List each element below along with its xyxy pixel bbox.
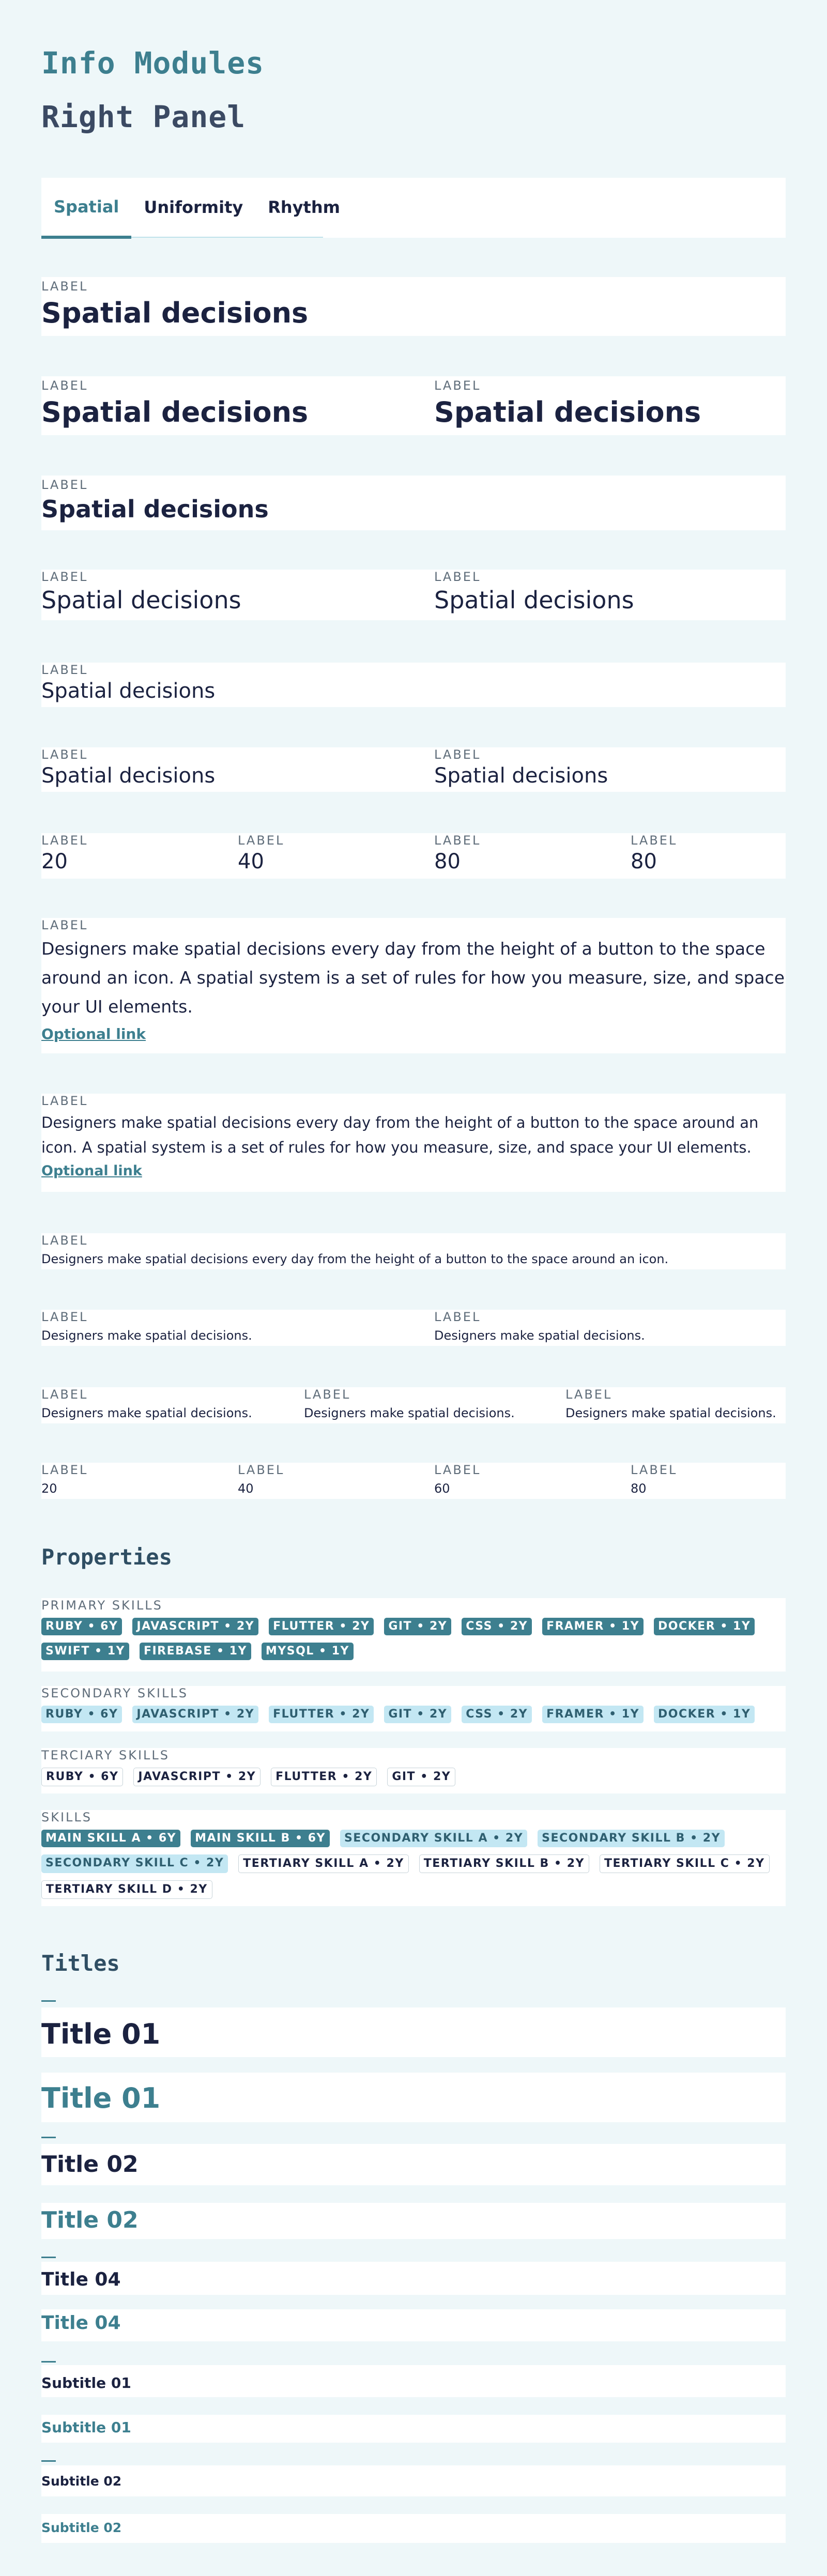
module-label: LABEL	[434, 378, 481, 393]
info-module-sentence-3col	[41, 1387, 786, 1423]
title-04-accent: Title 04	[41, 2312, 121, 2334]
module-label: LABEL	[41, 570, 88, 584]
skill-chip: CSS • 2Y	[462, 1618, 532, 1635]
title-01-accent-module	[41, 2073, 786, 2122]
skill-chip: TERTIARY SKILL D • 2Y	[41, 1880, 212, 1899]
module-paragraph: Designers make spatial decisions every day from the height of a button to the space around an icon. A spatial system is a set of rules for how you measure, size, and space your UI elements.	[41, 939, 785, 1017]
skill-chip: GIT • 2Y	[384, 1706, 451, 1723]
tab-bar	[41, 178, 786, 238]
skill-chip: TERTIARY SKILL B • 2Y	[419, 1854, 589, 1873]
module-label: LABEL	[41, 1310, 88, 1324]
skill-chip: JAVASCRIPT • 2Y	[133, 1768, 261, 1786]
tab-uniformity[interactable]: Uniformity	[144, 197, 243, 217]
skill-chip: SECONDARY SKILL A • 2Y	[340, 1830, 527, 1847]
section-heading-titles: Titles	[41, 1951, 120, 1976]
secondary-skills-chips	[41, 1706, 786, 1723]
skill-chip: JAVASCRIPT • 2Y	[132, 1706, 258, 1723]
subtitle-02-dark-module	[41, 2465, 786, 2496]
info-module-paragraph-lg	[41, 918, 786, 1053]
subtitle-02-dark: Subtitle 02	[41, 2474, 122, 2489]
title-01-dark: Title 01	[41, 2018, 161, 2050]
module-label: LABEL	[41, 747, 88, 762]
skill-chip: RUBY • 6Y	[41, 1768, 123, 1786]
skill-chip: RUBY • 6Y	[41, 1706, 122, 1723]
module-label: LABEL	[41, 663, 88, 677]
skill-chip: DOCKER • 1Y	[654, 1706, 755, 1723]
module-label: LABEL	[238, 1463, 285, 1477]
skill-chip: FLUTTER • 2Y	[271, 1768, 377, 1786]
module-label: LABEL	[41, 279, 88, 294]
subtitle-01-dark: Subtitle 01	[41, 2374, 131, 2391]
section-heading-properties: Properties	[41, 1544, 172, 1570]
skill-chip: GIT • 2Y	[387, 1768, 455, 1786]
skill-chip: JAVASCRIPT • 2Y	[132, 1618, 258, 1635]
module-label: LABEL	[41, 378, 88, 393]
module-label: LABEL	[41, 478, 88, 492]
skill-chip: FRAMER • 1Y	[542, 1618, 644, 1635]
skill-chip: TERTIARY SKILL A • 2Y	[238, 1854, 408, 1873]
module-value: 80	[434, 850, 461, 873]
info-module-paragraph-md	[41, 1094, 786, 1192]
skill-chip: FRAMER • 1Y	[542, 1706, 644, 1723]
module-label: LABEL	[304, 1387, 351, 1402]
module-value: Spatial decisions	[41, 495, 269, 523]
module-value: Spatial decisions	[41, 764, 216, 788]
subtitle-02-accent-module	[41, 2514, 786, 2543]
skill-chip: SECONDARY SKILL C • 2Y	[41, 1854, 228, 1873]
module-value: 80	[631, 1481, 647, 1496]
skill-chip: DOCKER • 1Y	[654, 1618, 755, 1635]
title-dash	[41, 2460, 786, 2462]
module-label: LABEL	[434, 1310, 481, 1324]
skill-chip: RUBY • 6Y	[41, 1618, 122, 1635]
module-label: LABEL	[631, 833, 678, 848]
module-paragraph: Designers make spatial decisions every day from the height of a button to the space around an icon. A spatial system is a set of rules for how you measure, size, and space your UI elements.	[41, 1114, 759, 1156]
module-value: Spatial decisions	[41, 679, 216, 703]
title-02-dark-module	[41, 2144, 786, 2185]
skill-chip: GIT • 2Y	[384, 1618, 451, 1635]
module-sentence: Designers make spatial decisions every day from the height of a button to the space around an icon.	[41, 1252, 669, 1266]
module-label: LABEL	[434, 570, 481, 584]
secondary-skills-label: SECONDARY SKILLS	[41, 1686, 188, 1700]
module-sentence: Designers make spatial decisions.	[41, 1328, 252, 1343]
primary-skills-chips	[41, 1618, 786, 1660]
skill-chip: MAIN SKILL A • 6Y	[41, 1830, 180, 1847]
module-value: 40	[238, 1481, 254, 1496]
title-01-accent: Title 01	[41, 2082, 161, 2114]
module-label: LABEL	[434, 1463, 481, 1477]
module-sentence: Designers make spatial decisions.	[434, 1328, 645, 1343]
module-value: Spatial decisions	[41, 396, 309, 428]
subtitle-01-accent-module	[41, 2415, 786, 2443]
module-label: LABEL	[41, 1094, 88, 1108]
skills-module	[41, 1810, 786, 1906]
module-label: LABEL	[41, 918, 88, 932]
page-title: Info Modules	[41, 45, 265, 81]
primary-skills-module	[41, 1598, 786, 1672]
tab-rhythm[interactable]: Rhythm	[268, 197, 340, 217]
skill-chip: SECONDARY SKILL B • 2Y	[538, 1830, 725, 1847]
title-dash	[41, 2257, 786, 2258]
module-value: Spatial decisions	[434, 396, 701, 428]
module-label: LABEL	[41, 1463, 88, 1477]
info-module-xl	[41, 277, 786, 336]
skill-chip: SWIFT • 1Y	[41, 1643, 129, 1660]
module-label: LABEL	[434, 833, 481, 848]
skill-chip: MAIN SKILL B • 6Y	[191, 1830, 330, 1847]
module-label: LABEL	[565, 1387, 612, 1402]
module-label: LABEL	[238, 833, 285, 848]
skill-chip: MYSQL • 1Y	[262, 1643, 354, 1660]
title-02-accent: Title 02	[41, 2207, 139, 2233]
title-dash	[41, 2361, 786, 2363]
skill-chip: FIREBASE • 1Y	[140, 1643, 251, 1660]
info-module-sm-2col	[41, 747, 786, 792]
tertiary-skills-chips	[41, 1768, 786, 1786]
title-02-accent-module	[41, 2203, 786, 2239]
skills-chips	[41, 1830, 786, 1899]
title-04-accent-module	[41, 2309, 786, 2341]
title-01-dark-module	[41, 2007, 786, 2057]
tertiary-skills-label: TERCIARY SKILLS	[41, 1748, 170, 1762]
title-dash	[41, 2000, 786, 2002]
info-module-lg	[41, 476, 786, 530]
skill-chip: FLUTTER • 2Y	[269, 1706, 374, 1723]
optional-link[interactable]: Optional link	[41, 1163, 142, 1179]
module-label: LABEL	[434, 747, 481, 762]
module-value: 20	[41, 850, 68, 873]
info-module-numbers-sm	[41, 1463, 786, 1499]
module-label: LABEL	[41, 1233, 88, 1248]
title-04-dark: Title 04	[41, 2269, 121, 2290]
module-sentence: Designers make spatial decisions.	[565, 1406, 776, 1420]
skill-chip: CSS • 2Y	[462, 1706, 532, 1723]
module-sentence: Designers make spatial decisions.	[304, 1406, 515, 1420]
subtitle-02-accent: Subtitle 02	[41, 2520, 122, 2535]
subtitle-01-dark-module	[41, 2365, 786, 2397]
module-label: LABEL	[41, 833, 88, 848]
module-value: Spatial decisions	[434, 764, 608, 788]
module-value: Spatial decisions	[41, 297, 309, 329]
module-value: 40	[238, 850, 264, 873]
module-label: LABEL	[41, 1387, 88, 1402]
info-module-md-2col	[41, 570, 786, 620]
module-sentence: Designers make spatial decisions.	[41, 1406, 252, 1420]
optional-link[interactable]: Optional link	[41, 1025, 146, 1042]
secondary-skills-module	[41, 1686, 786, 1731]
info-module-numbers	[41, 833, 786, 879]
tab-spatial[interactable]: Spatial	[41, 178, 131, 239]
skill-chip: FLUTTER • 2Y	[269, 1618, 374, 1635]
page-subtitle: Right Panel	[41, 99, 246, 134]
primary-skills-label: PRIMARY SKILLS	[41, 1598, 163, 1613]
skill-chip: TERTIARY SKILL C • 2Y	[600, 1854, 770, 1873]
module-label: LABEL	[631, 1463, 678, 1477]
info-module-xl-2col	[41, 376, 786, 435]
module-value: 60	[434, 1481, 450, 1496]
module-value: Spatial decisions	[434, 586, 634, 614]
title-02-dark: Title 02	[41, 2151, 139, 2178]
module-value: 80	[631, 850, 657, 873]
skills-label: SKILLS	[41, 1810, 93, 1824]
title-04-dark-module	[41, 2262, 786, 2295]
title-dash	[41, 2137, 786, 2138]
tertiary-skills-module	[41, 1748, 786, 1793]
info-module-sentence-2col	[41, 1310, 786, 1346]
module-value: 20	[41, 1481, 57, 1496]
subtitle-01-accent: Subtitle 01	[41, 2419, 131, 2436]
info-module-sentence	[41, 1233, 786, 1269]
module-value: Spatial decisions	[41, 586, 241, 614]
info-module-sm	[41, 663, 786, 707]
